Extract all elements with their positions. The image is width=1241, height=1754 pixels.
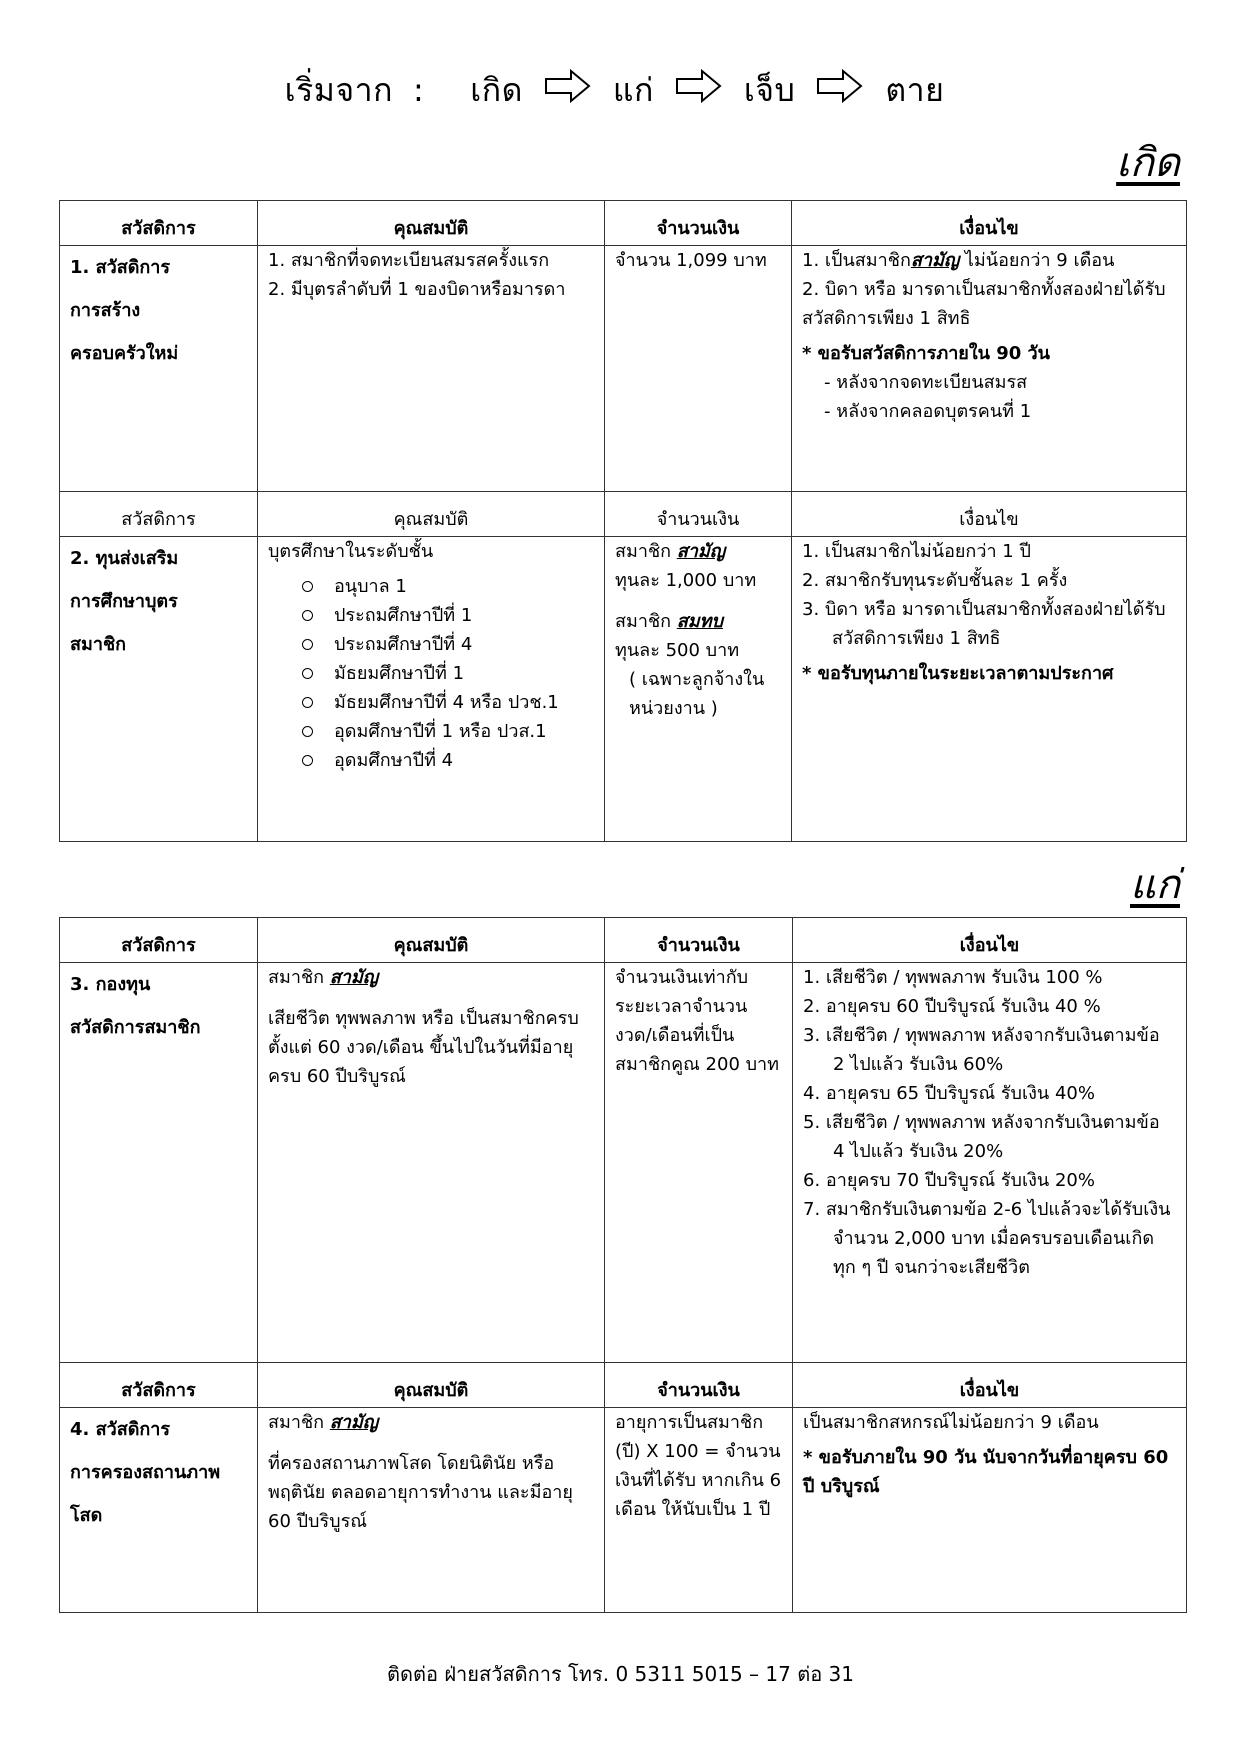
right-arrow-icon <box>817 69 863 111</box>
sub-note: - หลังจากจดทะเบียนสมรส <box>824 372 1028 393</box>
right-arrow-icon <box>545 69 591 111</box>
amount-cell: สมาชิก สามัญ ทุนละ 1,000 บาท สมาชิก สมทบ ทุนละ 500 บาท ( เฉพาะลูกจ้างในหน่วยงาน ) <box>605 537 792 842</box>
col-header-conditions: เงื่อนไข <box>793 918 1187 963</box>
table-header-row <box>60 492 1187 537</box>
flow-colon: : <box>412 71 425 109</box>
welfare-name: 3. กองทุน สวัสดิการสมาชิก <box>60 963 258 1363</box>
table-header-row <box>60 1363 1187 1408</box>
list-item: 7. สมาชิกรับเงินตามข้อ 2-6 ไปแล้วจะได้รับเงิน จำนวน 2,000 บาท เมื่อครบรอบเดือนเกิดทุก ๆ ปี จนกว่าจะเสียชีวิต <box>803 1199 1171 1278</box>
col-header-qualification: คุณสมบัติ <box>258 492 605 537</box>
right-arrow-icon <box>676 69 722 111</box>
welfare-name: 1. สวัสดิการ การสร้าง ครอบครัวใหม่ <box>60 246 258 492</box>
list-item: อนุบาล 1 <box>298 572 594 601</box>
list-item: 2. บิดา หรือ มารดาเป็นสมาชิกทั้งสองฝ่ายได้รับสวัสดิการเพียง 1 สิทธิ <box>802 279 1166 329</box>
list-item: ประถมศึกษาปีที่ 1 <box>298 601 594 630</box>
section-title-birth: เกิด <box>1116 140 1180 186</box>
table-header-row <box>60 201 1187 246</box>
col-header-amount: จำนวนเงิน <box>605 918 793 963</box>
col-header-amount: จำนวนเงิน <box>605 492 792 537</box>
col-header-conditions: เงื่อนไข <box>792 201 1187 246</box>
col-header-conditions: เงื่อนไข <box>793 1363 1187 1408</box>
col-header-amount: จำนวนเงิน <box>605 1363 793 1408</box>
note: * ขอรับทุนภายในระยะเวลาตามประกาศ <box>802 663 1114 684</box>
list-item: 5. เสียชีวิต / ทุพพลภาพ หลังจากรับเงินตามข้อ 4 ไปแล้ว รับเงิน 20% <box>803 1112 1160 1162</box>
conditions-cell <box>792 246 1187 492</box>
col-header-qualification: คุณสมบัติ <box>258 201 605 246</box>
welfare-name: 2. ทุนส่งเสริม การศึกษาบุตร สมาชิก <box>60 537 258 842</box>
table-row <box>60 537 1187 842</box>
note: * ขอรับภายใน 90 วัน นับจากวันที่อายุครบ 60 ปี บริบูรณ์ <box>803 1447 1169 1497</box>
col-header-welfare: สวัสดิการ <box>60 201 258 246</box>
list-item: 2. อายุครบ 60 ปีบริบูรณ์ รับเงิน 40 % <box>803 996 1101 1017</box>
section-title-old-age: แก่ <box>1130 862 1180 908</box>
list-item: 1. สมาชิกที่จดทะเบียนสมรสครั้งแรก <box>268 250 550 271</box>
list-item: อุดมศึกษาปีที่ 1 หรือ ปวส.1 <box>298 717 594 746</box>
list-item: 3. เสียชีวิต / ทุพพลภาพ หลังจากรับเงินตามข้อ 2 ไปแล้ว รับเงิน 60% <box>803 1025 1160 1075</box>
conditions-cell <box>793 963 1187 1363</box>
table-row <box>60 246 1187 492</box>
amount-cell: อายุการเป็นสมาชิก (ปี) X 100 = จำนวนเงินที่ได้รับ หากเกิน 6 เดือน ให้นับเป็น 1 ปี <box>605 1408 793 1613</box>
amount-cell: จำนวนเงินเท่ากับระยะเวลาจำนวนงวด/เดือนที่เป็นสมาชิกคูณ 200 บาท <box>605 963 793 1363</box>
list-item: มัธยมศึกษาปีที่ 4 หรือ ปวช.1 <box>298 688 594 717</box>
list-item: ประถมศึกษาปีที่ 4 <box>298 630 594 659</box>
col-header-welfare: สวัสดิการ <box>60 918 258 963</box>
conditions-cell <box>792 537 1187 842</box>
table-header-row <box>60 918 1187 963</box>
col-header-qualification: คุณสมบัติ <box>258 918 605 963</box>
list-item: 2. มีบุตรลำดับที่ 1 ของบิดาหรือมารดา <box>268 279 566 300</box>
list-item: 2. สมาชิกรับทุนระดับชั้นละ 1 ครั้ง <box>802 570 1068 591</box>
flow-step-birth: เกิด <box>470 70 523 109</box>
list-item: 4. อายุครบ 65 ปีบริบูรณ์ รับเงิน 40% <box>803 1083 1095 1104</box>
flow-step-sick: เจ็บ <box>743 70 796 109</box>
flow-label: เริ่มจาก <box>284 70 393 109</box>
contact-footer: ติดต่อ ฝ่ายสวัสดิการ โทร. 0 5311 5015 – 17 ต่อ 31 <box>386 1662 855 1686</box>
list-item: 1. เป็นสมาชิกไม่น้อยกว่า 1 ปี <box>802 541 1031 562</box>
qualification-cell: บุตรศึกษาในระดับชั้น อนุบาล 1 ประถมศึกษาปีที่ 1 ประถมศึกษาปีที่ 4 มัธยมศึกษาปีที่ 1 มัธยมศึกษาปีที่ 4 หรือ ปวช.1 อุดมศึกษาปีที่ 1 หรือ ปวส.1 อุดมศึกษาปีที่ 4 <box>258 537 605 842</box>
col-header-welfare: สวัสดิการ <box>60 492 258 537</box>
qualification-cell <box>258 246 605 492</box>
qualification-cell: สมาชิก สามัญ ที่ครองสถานภาพโสด โดยนิตินัย หรือพฤตินัย ตลอดอายุการทำงาน และมีอายุ 60 ปีบริบูรณ์ <box>258 1408 605 1613</box>
list-item: มัธยมศึกษาปีที่ 1 <box>298 659 594 688</box>
sub-note: - หลังจากคลอดบุตรคนที่ 1 <box>824 401 1032 422</box>
welfare-name: 4. สวัสดิการ การครองสถานภาพ โสด <box>60 1408 258 1613</box>
qualification-cell: สมาชิก สามัญ เสียชีวิต ทุพพลภาพ หรือ เป็นสมาชิกครบตั้งแต่ 60 งวด/เดือน ขึ้นไปในวันที่มีอายุครบ 60 ปีบริบูรณ์ <box>258 963 605 1363</box>
flow-step-death: ตาย <box>885 70 945 109</box>
list-item: อุดมศึกษาปีที่ 4 <box>298 746 594 775</box>
conditions-cell: เป็นสมาชิกสหกรณ์ไม่น้อยกว่า 9 เดือน * ขอรับภายใน 90 วัน นับจากวันที่อายุครบ 60 ปี บริบูรณ์ <box>793 1408 1187 1613</box>
amount-cell: จำนวน 1,099 บาท <box>605 246 792 492</box>
col-header-qualification: คุณสมบัติ <box>258 1363 605 1408</box>
note: * ขอรับสวัสดิการภายใน 90 วัน <box>802 343 1050 364</box>
col-header-welfare: สวัสดิการ <box>60 1363 258 1408</box>
birth-welfare-table <box>59 200 1187 842</box>
list-item: 6. อายุครบ 70 ปีบริบูรณ์ รับเงิน 20% <box>803 1170 1095 1191</box>
lifecycle-flow <box>0 60 1241 120</box>
col-header-conditions: เงื่อนไข <box>792 492 1187 537</box>
list-item: 3. บิดา หรือ มารดาเป็นสมาชิกทั้งสองฝ่ายได้รับสวัสดิการเพียง 1 สิทธิ <box>802 599 1166 649</box>
flow-step-old: แก่ <box>612 70 654 109</box>
list-item: 1. เป็นสมาชิกสามัญ ไม่น้อยกว่า 9 เดือน <box>802 250 1115 271</box>
table-row <box>60 963 1187 1363</box>
list-item: 1. เสียชีวิต / ทุพพลภาพ รับเงิน 100 % <box>803 967 1103 988</box>
old-age-welfare-table <box>59 917 1187 1613</box>
table-row <box>60 1408 1187 1613</box>
col-header-amount: จำนวนเงิน <box>605 201 792 246</box>
